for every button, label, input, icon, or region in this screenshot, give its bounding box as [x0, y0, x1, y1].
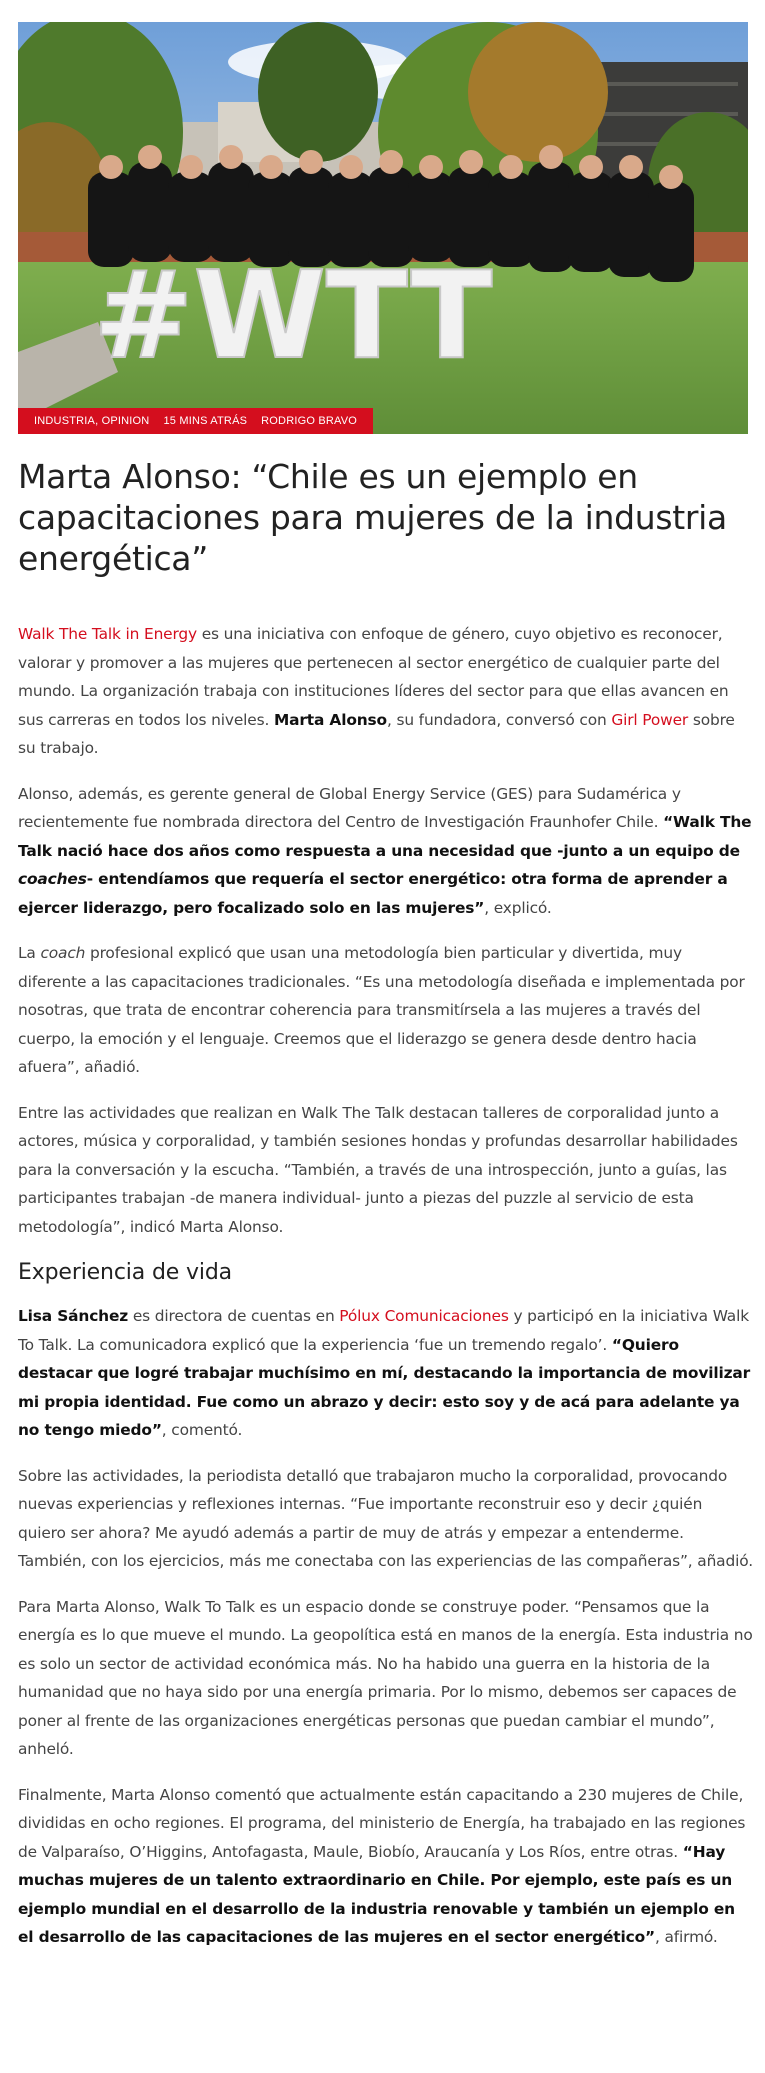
article-body: [18, 620, 753, 1969]
post-time: 15 MINS ATRÁS: [163, 415, 248, 427]
paragraph-3: La coach profesional explicó que usan una metodología bien particular y divertida, muy diferente a las capacitaciones tradicionales. “Es una metodología diseñada e implementada por nosotras, que trata de encontrar coherencia para transmitírsela a las mujeres a través del cuerpo, la emoción y el lenguaje. Creemos que el liderazgo se genera desde dentro hacia afuera”, añadió.: [18, 944, 745, 1076]
section-heading: Experiencia de vida: [18, 1260, 232, 1285]
hero-hashtag: #WTT: [93, 247, 493, 386]
paragraph-4: Entre las actividades que realizan en Walk The Talk destacan talleres de corporalidad junto a actores, música y corporalidad, y también sesiones hondas y profundas desarrollar habilidades para la conversación y la escucha. “También, a través de una introspección, junto a guías, las participantes trabajan -de manera individual- junto a piezas del puzzle al servicio de esta metodología”, indicó Marta Alonso.: [18, 1103, 738, 1236]
quote-2: “Quiero destacar que logré trabajar muchísimo en mí, destacando la importancia de movilizar mi propia identidad. Fue como un abrazo y decir: esto soy y de acá para adelante ya no tengo miedo”: [18, 1335, 751, 1439]
wtt-letters: [93, 247, 493, 386]
paragraph-2: Alonso, además, es gerente general de Global Energy Service (GES) para Sudamérica y recientemente fue nombrada directora del Centro de Investigación Fraunhofer Chile. “Walk The Talk nació hace dos años como respuesta a una necesidad que -junto a un equipo de coaches- entendíamos que requería el sector energético: otra forma de aprender a ejercer liderazgo, pero focalizado solo en las mujeres”, explicó.: [18, 784, 752, 917]
paragraph-1: Walk The Talk in Energy es una iniciativa con enfoque de género, cuyo objetivo es reconocer, valorar y promover a las mujeres que pertenecen al sector energético de cualquier parte del mundo. La organización trabaja con instituciones líderes del sector para que ellas avancen en sus carreras en todos los niveles. Marta Alonso, su fundadora, conversó con Girl Power sobre su trabajo.: [18, 625, 735, 757]
post-categories[interactable]: INDUSTRIA, OPINION: [34, 415, 150, 427]
post-meta-bar: [18, 408, 373, 434]
girl-power-link[interactable]: Girl Power: [611, 710, 689, 729]
paragraph-8: Finalmente, Marta Alonso comentó que actualmente están capacitando a 230 mujeres de Chile, divididas en ocho regiones. El programa, del ministerio de Energía, ha trabajado en las regiones de Valparaíso, O’Higgins, Antofagasta, Maule, Biobío, Araucanía y Los Ríos, entre otras. “Hay muchas mujeres de un talento extraordinario en Chile. Por ejemplo, este país es un ejemplo mundial en el desarrollo de la industria renovable y también un ejemplo en el desarrollo de las capacitaciones de las mujeres en el sector energético”, afirmó.: [18, 1785, 746, 1946]
hero-image[interactable]: [18, 22, 748, 434]
quote-1: “Walk The Talk nació hace dos años como respuesta a una necesidad que -junto a un equipo de coaches- entendíamos que requería el sector energético: otra forma de aprender a ejercer liderazgo, pero focalizado solo en las mujeres”: [18, 813, 752, 917]
group-photo: [18, 22, 748, 434]
quote-3: “Hay muchas mujeres de un talento extraordinario en Chile. Por ejemplo, este país es un ejemplo mundial en el desarrollo de la industria renovable y también un ejemplo en el desarrollo de las capacitaciones de las mujeres en el sector energético”: [18, 1842, 735, 1946]
article-title: Marta Alonso: “Chile es un ejemplo en capacitaciones para mujeres de la industria energética”: [18, 457, 727, 578]
paragraph-7: Para Marta Alonso, Walk To Talk es un espacio donde se construye poder. “Pensamos que la energía es lo que mueve el mundo. La geopolítica está en manos de la energía. Esta industria no es solo un sector de actividad económica más. No ha habido una guerra en la historia de la humanidad que no haya sido por una energía primaria. Por lo mismo, debemos ser capaces de poner al frente de las organizaciones energéticas personas que puedan cambiar el mundo”, anheló.: [18, 1597, 753, 1758]
lisa-sanchez-name: Lisa Sánchez: [18, 1307, 129, 1325]
walk-the-talk-link[interactable]: Walk The Talk in Energy: [18, 625, 197, 643]
post-author[interactable]: RODRIGO BRAVO: [261, 415, 358, 427]
paragraph-5: Lisa Sánchez es directora de cuentas en Pólux Comunicaciones y participó en la iniciativa Walk To Talk. La comunicadora explicó que la experiencia ‘fue un tremendo regalo’. “Quiero destacar que logré trabajar muchísimo en mí, destacando la importancia de movilizar mi propia identidad. Fue como un abrazo y decir: esto soy y de acá para adelante ya no tengo miedo”, comentó.: [18, 1307, 751, 1439]
marta-alonso-name: Marta Alonso: [273, 710, 387, 729]
polux-link[interactable]: Pólux Comunicaciones: [339, 1307, 509, 1325]
paragraph-6: Sobre las actividades, la periodista detalló que trabajaron mucho la corporalidad, provocando nuevas experiencias y reflexiones internas. “Fue importante reconstruir eso y decir ¿quién quiero ser ahora? Me ayudó además a partir de muy de atrás y empezar a entenderme. También, con los ejercicios, más me conectaba con las experiencias de las compañeras”, añadió.: [18, 1466, 753, 1570]
